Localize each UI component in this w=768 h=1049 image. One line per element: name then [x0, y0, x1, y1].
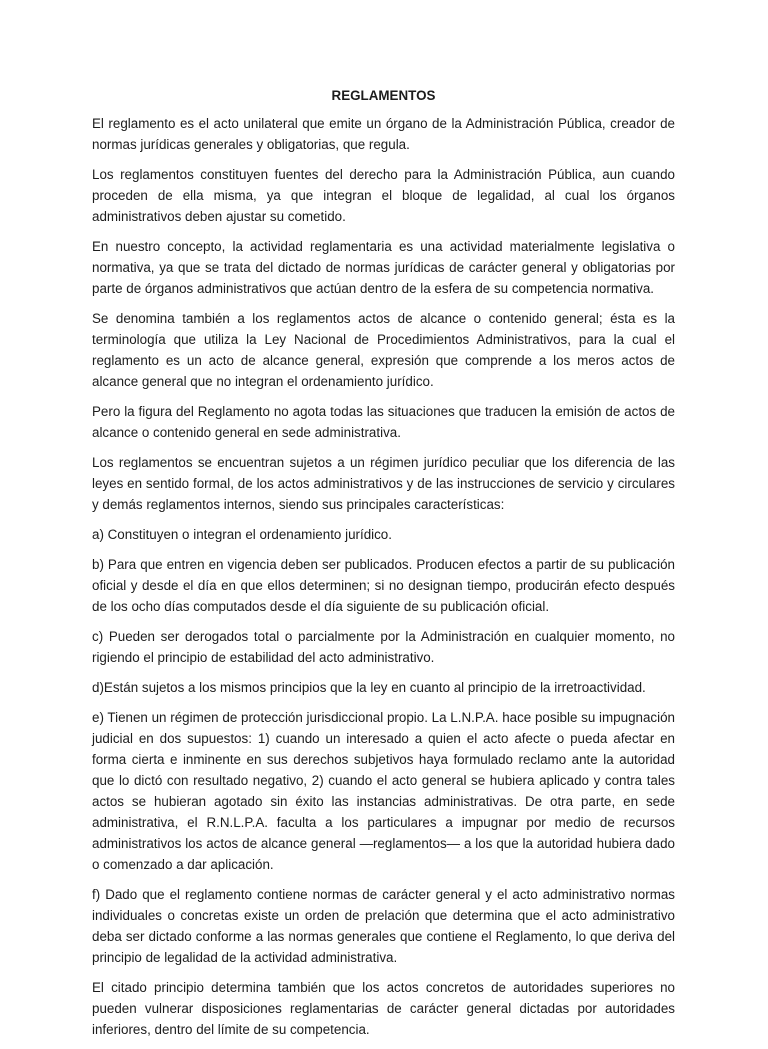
paragraph-terminology: Se denomina también a los reglamentos actos de alcance o contenido general; ésta es la terminología que utiliza la Ley Nacional de Procedimientos Administrativos, para la cual el reglamento es un acto de alcance general, expresión que comprende a los meros actos de alcance general que no integran el ordenamiento jurídico. [92, 311, 675, 389]
document-title: REGLAMENTOS [331, 88, 436, 103]
list-item-b: b) Para que entren en vigencia deben ser publicados. Producen efectos a partir de su publicación oficial y desde el día en que ellos determinen; si no designan tiempo, producirán efecto después de los ocho días computados desde el día siguiente de su publicación oficial. [92, 557, 675, 614]
paragraph-definition: El reglamento es el acto unilateral que emite un órgano de la Administración Pública, creador de normas jurídicas generales y obligatorias, que regula. [92, 116, 675, 152]
list-item-f: f) Dado que el reglamento contiene normas de carácter general y el acto administrativo normas individuales o concretas existe un orden de prelación que determina que el acto administrativo deba ser dictado conforme a las normas generales que contiene el Reglamento, lo que deriva del principio de legalidad de la actividad administrativa. [92, 887, 675, 965]
paragraph-sources: Los reglamentos constituyen fuentes del derecho para la Administración Pública, aun cuando proceden de ella misma, ya que integran el bloque de legalidad, al cual los órganos administrativos deben ajustar su cometido. [92, 167, 675, 224]
paragraph-scope: Pero la figura del Reglamento no agota todas las situaciones que traducen la emisión de actos de alcance o contenido general en sede administrativa. [92, 404, 675, 440]
list-item-d: d)Están sujetos a los mismos principios que la ley en cuanto al principio de la irretroactividad. [92, 680, 646, 695]
document-page [92, 86, 675, 1049]
paragraph-concept: En nuestro concepto, la actividad reglamentaria es una actividad materialmente legislativa o normativa, ya que se trata del dictado de normas jurídicas de carácter general y obligatorias por parte de órganos administrativos que actúan dentro de la esfera de su competencia normativa. [92, 239, 675, 296]
list-item-a: a) Constituyen o integran el ordenamiento jurídico. [92, 527, 392, 542]
paragraph-characteristics-intro: Los reglamentos se encuentran sujetos a un régimen jurídico peculiar que los diferencia de las leyes en sentido formal, de los actos administrativos y de las instrucciones de servicio y circulares y demás reglamentos internos, siendo sus principales características: [92, 455, 675, 512]
list-item-c: c) Pueden ser derogados total o parcialmente por la Administración en cualquier momento, no rigiendo el principio de estabilidad del acto administrativo. [92, 629, 675, 665]
paragraph-conclusion: El citado principio determina también que los actos concretos de autoridades superiores no pueden vulnerar disposiciones reglamentarias de carácter general dictadas por autoridades inferiores, dentro del límite de su competencia. [92, 980, 675, 1037]
list-item-e: e) Tienen un régimen de protección jurisdiccional propio. La L.N.P.A. hace posible su impugnación judicial en dos supuestos: 1) cuando un interesado a quien el acto afecte o pueda afectar en forma cierta e inminente en sus derechos subjetivos haya formulado reclamo ante la autoridad que lo dictó con resultado negativo, 2) cuando el acto general se hubiera aplicado y contra tales actos se hubieran agotado sin éxito las instancias administrativas. De otra parte, en sede administrativa, el R.N.L.P.A. faculta a los particulares a impugnar por medio de recursos administrativos los actos de alcance general —reglamentos— a los que la autoridad hubiera dado o comenzado a dar aplicación. [92, 710, 675, 872]
